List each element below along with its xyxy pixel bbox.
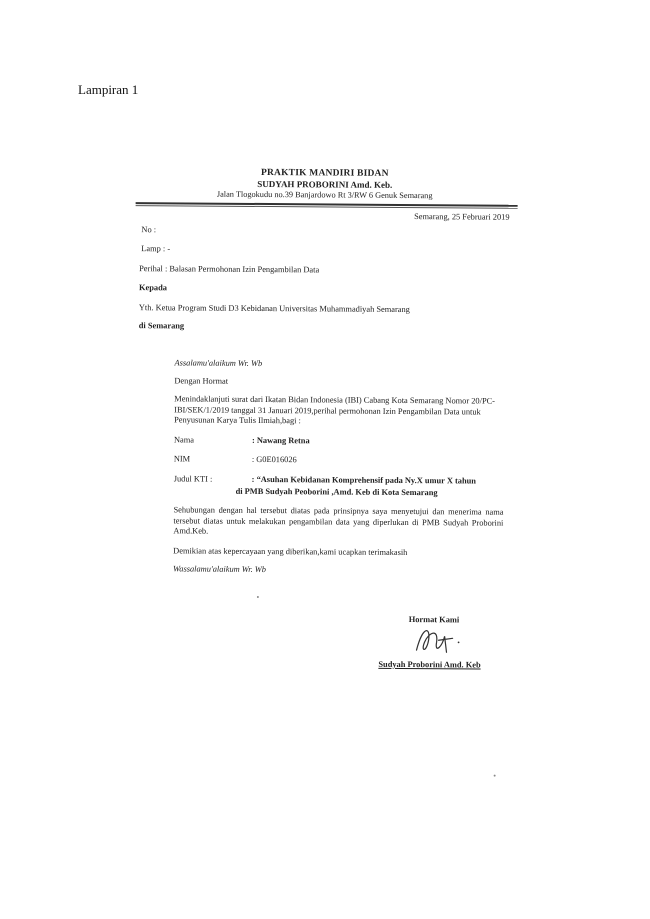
letter-subject: Perihal : Balasan Permohonan Izin Pengambilan Data bbox=[139, 264, 320, 275]
letterhead-address: Jalan Tlogokudu no.39 Banjardowo Rt 3/RW 6 Genuk Semarang bbox=[216, 189, 433, 201]
greeting: Dengan Hormat bbox=[174, 376, 229, 386]
signatory-name: Sudyah Proborini Amd. Keb bbox=[378, 659, 481, 670]
letter-attachment: Lamp : - bbox=[141, 244, 171, 254]
scan-speck bbox=[257, 596, 259, 598]
field-nim-label: NIM bbox=[173, 454, 191, 464]
recipient-city: di Semarang bbox=[138, 321, 185, 331]
field-title-value: : “Asuhan Kebidanan Komprehensif pada Ny.X umur X tahun bbox=[251, 474, 476, 486]
recipient-heading: Kepada bbox=[139, 283, 168, 293]
letterhead-name: PRAKTIK MANDIRI BIDAN bbox=[260, 167, 389, 179]
closing-salutation: Wassalamu'alaikum Wr. Wb bbox=[173, 564, 267, 575]
body-paragraph: Sehubungan dengan hal tersebut diatas pada prinsipnya saya menyetujui dan menerima nama tersebut diatas untuk melakukan pengambilan data yang diperlukan di PMB Sudyah Proborini Amd.Keb. bbox=[173, 505, 504, 536]
scan-speck bbox=[494, 775, 496, 777]
signature-icon bbox=[408, 622, 468, 658]
closing-paragraph: Demikian atas kepercayaan yang diberikan,kami ucapkan terimakasih bbox=[173, 546, 408, 558]
field-title-value-line2: di PMB Sudyah Peoborini ,Amd. Keb di Kota Semarang bbox=[235, 486, 438, 498]
field-nim-value: : G0E016026 bbox=[251, 454, 297, 465]
opening-salutation: Assalamu'alaikum Wr. Wb bbox=[174, 358, 263, 368]
field-name-label: Nama bbox=[173, 435, 195, 445]
place-date: Semarang, 25 Februari 2019 bbox=[414, 212, 510, 222]
page-label: Lampiran 1 bbox=[78, 82, 139, 97]
recipient: Yth. Ketua Program Studi D3 Kebidanan Universitas Muhammadiyah Semarang bbox=[138, 303, 410, 315]
letterhead-subname: SUDYAH PROBORINI Amd. Keb. bbox=[257, 178, 393, 190]
scanned-letter bbox=[116, 150, 530, 793]
field-title-label: Judul KTI : bbox=[173, 474, 213, 484]
signature-title: Hormat Kami bbox=[408, 615, 460, 625]
field-name-value: : Nawang Retna bbox=[251, 435, 310, 446]
intro-paragraph: Menindaklanjuti surat dari Ikatan Bidan Indonesia (IBI) Cabang Kota Semarang Nomor 20/PC-IBI/SEK/1/2019 tanggal 31 Januari 2019,perihal permohonan Izin Pengambilan Data untuk Penyusunan Karya Tulis Ilmiah,bagi : bbox=[174, 394, 496, 426]
letter-number: No : bbox=[141, 225, 157, 235]
